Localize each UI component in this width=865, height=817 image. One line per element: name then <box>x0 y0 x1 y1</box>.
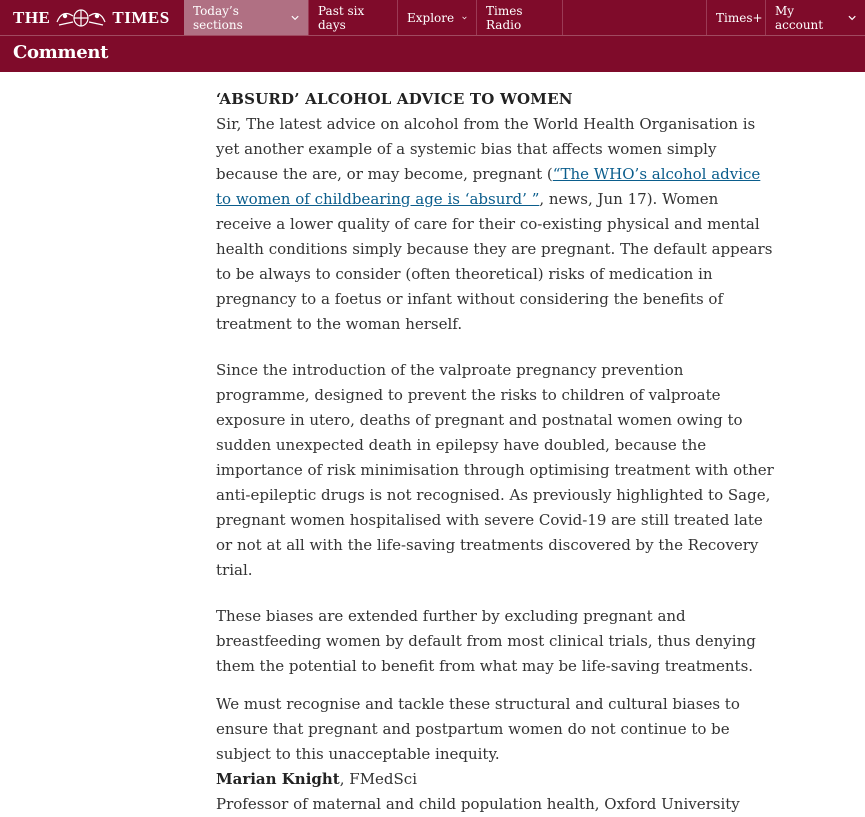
section-bar <box>0 36 865 72</box>
chevron-down-icon <box>462 15 467 21</box>
top-navigation-bar <box>0 0 865 36</box>
letter-paragraph-1 <box>216 112 778 337</box>
letter-paragraph-3: These biases are extended further by excluding pregnant and breastfeeding women by default from most clinical trials, thus denying them the potential to benefit from what may be life-saving treatments. <box>216 607 756 675</box>
signature <box>216 767 778 792</box>
section-title[interactable]: Comment <box>13 42 109 63</box>
nav-explore-label: Explore <box>407 10 455 25</box>
nav-times-plus[interactable] <box>706 0 765 35</box>
signature-credentials: , FMedSci <box>339 770 418 788</box>
logo-text-times: TIMES <box>112 8 170 27</box>
chevron-down-icon <box>848 15 856 21</box>
nav-my-account-label: My account <box>775 3 824 32</box>
nav-past-six-days[interactable] <box>308 0 397 35</box>
letter-headline: ‘ABSURD’ ALCOHOL ADVICE TO WOMEN <box>216 90 573 108</box>
chevron-down-icon <box>291 15 299 21</box>
nav-times-plus-label: Times+ <box>716 10 763 25</box>
signature-name: Marian Knight <box>216 770 340 788</box>
crest-icon <box>53 8 109 28</box>
letter-paragraph-4: We must recognise and tackle these structural and cultural biases to ensure that pregnant and postpartum women do not continue to be subject to this unacceptable inequity. <box>216 695 740 763</box>
times-logo[interactable] <box>13 7 170 29</box>
paragraph-1-text-end: , news, Jun 17). Women receive a lower quality of care for their co-existing physical and mental health conditions simply because they are pregnant. The default appears to be always to consider (often theoretical) risks of medication in pregnancy to a foetus or infant without considering the benefits of treatment to the woman herself. <box>216 190 773 333</box>
nav-my-account[interactable] <box>765 0 865 35</box>
nav-past-six-days-label: Past six days <box>318 3 365 32</box>
nav-todays-sections[interactable] <box>184 0 308 35</box>
nav-times-radio[interactable] <box>476 0 563 35</box>
nav-todays-sections-label: Today’s sections <box>193 3 243 32</box>
nav-times-radio-label: Times Radio <box>486 3 523 32</box>
paragraph-1-text: Sir, The latest advice on alcohol from the World Health Organisation is yet another example of a systemic bias that affects women simply because the are, or may become, pregnant ( <box>216 115 756 183</box>
signature-title: Professor of maternal and child population health, Oxford University <box>216 795 740 813</box>
nav-explore[interactable] <box>397 0 476 35</box>
logo-text-the: THE <box>13 8 51 27</box>
article-link[interactable]: “The WHO’s alcohol advice to women of childbearing age is ‘absurd’ ” <box>216 165 761 208</box>
letter-article <box>216 88 778 817</box>
letter-paragraph-2: Since the introduction of the valproate pregnancy prevention programme, designed to prevent the risks to children of valproate exposure in utero, deaths of pregnant and postnatal women owing to sudden unexpected death in epilepsy have doubled, because the importance of risk minimisation through optimising treatment with other anti-epileptic drugs is not recognised. As previously highlighted to Sage, pregnant women hospitalised with severe Covid-19 are still treated late or not at all with the life-saving treatments discovered by the Recovery trial. <box>216 361 774 579</box>
